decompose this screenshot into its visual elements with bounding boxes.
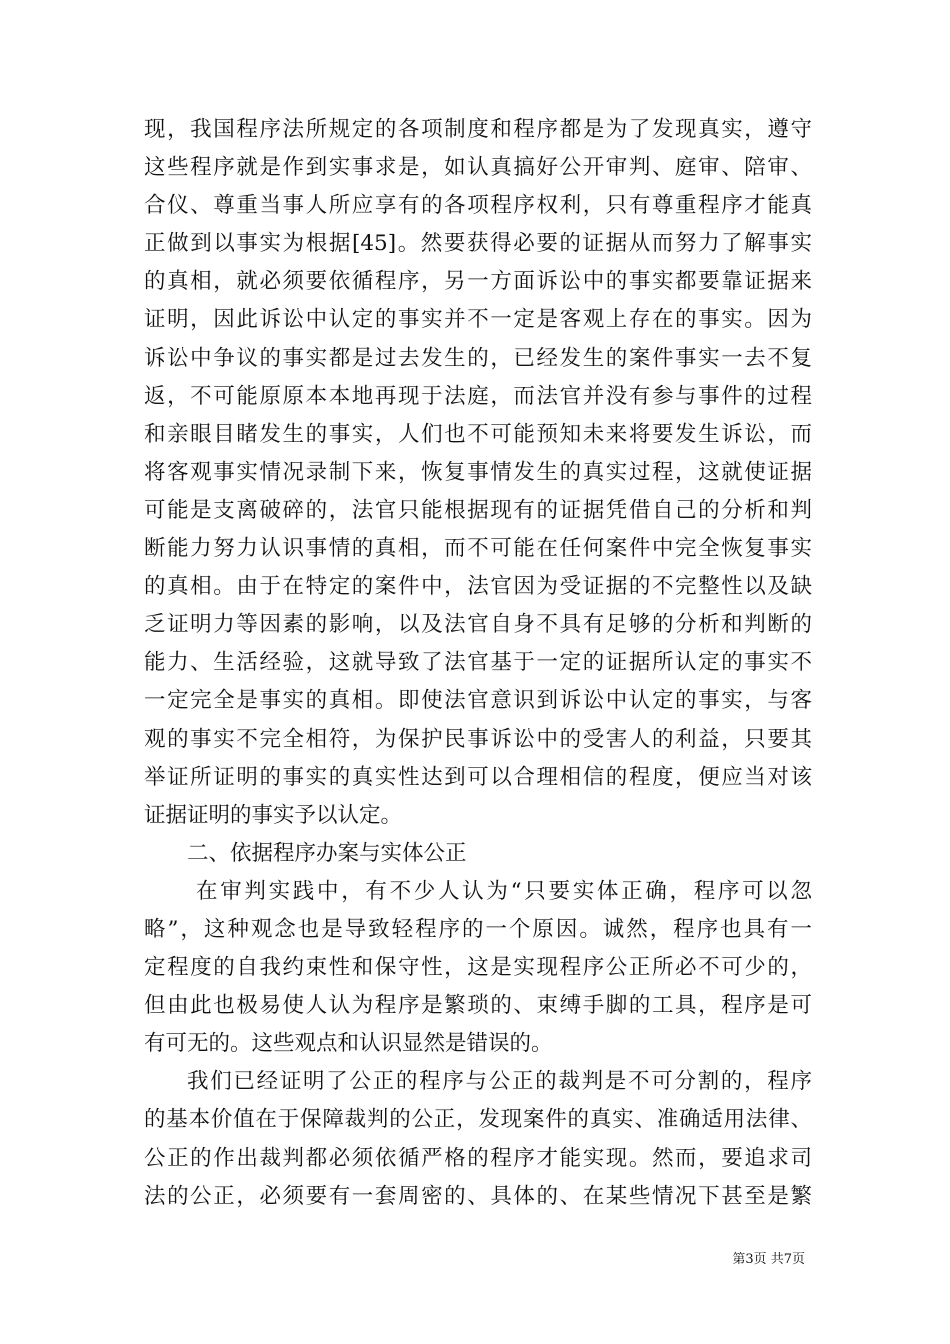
text-line: 乏证明力等因素的影响，以及法官自身不具有足够的分析和判断的 xyxy=(144,612,812,638)
text-line: 现，我国程序法所规定的各项制度和程序都是为了发现真实，遵守 xyxy=(144,117,812,142)
text-line: 断能力努力认识事情的真相，而不可能在任何案件中完全恢复事实 xyxy=(144,536,812,562)
text-line: 的真相。由于在特定的案件中，法官因为受证据的不完整性以及缺 xyxy=(144,574,812,600)
text-line: 的基本价值在于保障裁判的公正，发现案件的真实、准确适用法律、 xyxy=(144,1107,812,1133)
paragraph-2 xyxy=(144,873,812,1063)
text-line: 证明，因此诉讼中认定的事实并不一定是客观上存在的事实。因为 xyxy=(144,307,812,333)
text-line: 法的公正，必须要有一套周密的、具体的、在某些情况下甚至是繁 xyxy=(144,1183,812,1209)
text-line: 举证所证明的事实的真实性达到可以合理相信的程度，便应当对该 xyxy=(144,764,812,790)
text-line: 这些程序就是作到实事求是，如认真搞好公开审判、庭审、陪审、 xyxy=(144,155,812,181)
text-line: 返，不可能原原本本地再现于法庭，而法官并没有参与事件的过程 xyxy=(144,383,812,409)
text-line: 观的事实不完全相符，为保护民事诉讼中的受害人的利益，只要其 xyxy=(144,726,812,752)
text-line: 的真相，就必须要依循程序，另一方面诉讼中的事实都要靠证据来 xyxy=(144,269,812,295)
text-line: 将客观事实情况录制下来，恢复事情发生的真实过程，这就使证据 xyxy=(144,459,812,485)
text-line: 我们已经证明了公正的程序与公正的裁判是不可分割的，程序 xyxy=(187,1069,812,1095)
page-number: 第3页 共7页 xyxy=(732,1252,805,1267)
section-heading: 二、依据程序办案与实体公正 xyxy=(187,840,467,866)
text-line: 和亲眼目睹发生的事实，人们也不可能预知未来将要发生诉讼，而 xyxy=(144,421,812,447)
paragraph-1 xyxy=(144,111,812,835)
text-line: 合仪、尊重当事人所应享有的各项程序权利，只有尊重程序才能真 xyxy=(144,193,812,219)
text-line: 在审判实践中，有不少人认为“只要实体正确，程序可以忽 xyxy=(196,878,812,904)
text-line: 正做到以事实为根据[45]。然要获得必要的证据从而努力了解事实 xyxy=(144,231,812,257)
text-line: 能力、生活经验，这就导致了法官基于一定的证据所认定的事实不 xyxy=(144,650,812,676)
text-line: 一定完全是事实的真相。即使法官意识到诉讼中认定的事实，与客 xyxy=(144,688,812,714)
text-line: 诉讼中争议的事实都是过去发生的，已经发生的案件事实一去不复 xyxy=(144,345,812,371)
text-line: 证据证明的事实予以认定。 xyxy=(144,802,403,828)
text-line: 略”，这种观念也是导致轻程序的一个原因。诚然，程序也具有一 xyxy=(144,916,812,942)
text-line: 公正的作出裁判都必须依循严格的程序才能实现。然而，要追求司 xyxy=(144,1145,812,1171)
text-line: 可能是支离破碎的，法官只能根据现有的证据凭借自己的分析和判 xyxy=(144,497,812,523)
text-line: 但由此也极易使人认为程序是繁琐的、束缚手脚的工具，程序是可 xyxy=(144,993,812,1019)
text-line: 定程度的自我约束性和保守性，这是实现程序公正所必不可少的， xyxy=(144,955,812,981)
text-line: 有可无的。这些观点和认识显然是错误的。 xyxy=(144,1031,553,1057)
document-body xyxy=(144,111,812,1216)
paragraph-3 xyxy=(144,1063,812,1215)
